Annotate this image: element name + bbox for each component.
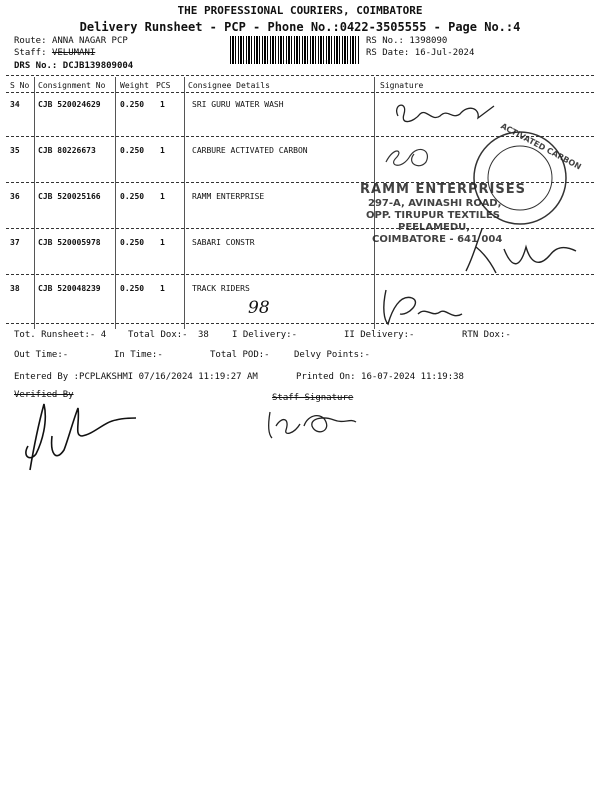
table-top-rule xyxy=(6,75,594,76)
staff-label: Staff: xyxy=(14,48,47,58)
row-weight: 0.250 xyxy=(120,238,145,247)
col-divider xyxy=(184,77,185,329)
col-divider xyxy=(115,77,116,329)
runsheet-subtitle: Delivery Runsheet - PCP - Phone No.:0422-3505555 - Page No.:4 xyxy=(79,20,521,34)
rs-date-field xyxy=(366,48,474,58)
col-divider xyxy=(34,77,35,329)
total-dox-value: 38 xyxy=(198,330,209,340)
stamp-line-1: RAMM ENTERPRISES xyxy=(360,182,526,197)
row-consignee: TRACK RIDERS xyxy=(192,284,250,293)
route-label: Route: xyxy=(14,36,47,46)
drs-value: DCJB139809004 xyxy=(62,61,134,71)
in-time: In Time:- xyxy=(114,350,163,360)
row-pcs: 1 xyxy=(160,238,165,247)
row-consignee: CARBURE ACTIVATED CARBON xyxy=(192,146,308,155)
col-header-sno: S No xyxy=(10,81,30,90)
route-value: ANNA NAGAR PCP xyxy=(51,36,128,46)
table-bottom-rule xyxy=(6,323,594,324)
col-header-signature: Signature xyxy=(380,81,424,90)
row-sno: 38 xyxy=(10,284,20,293)
total-pod: Total POD:- xyxy=(210,350,270,360)
col-header-consignment: Consignment No xyxy=(38,81,106,90)
row-consignment: CJB 80226673 xyxy=(38,146,96,155)
rs-no-value: 1398090 xyxy=(409,36,448,46)
table-header-rule xyxy=(6,92,594,93)
rs-no-label: RS No.: xyxy=(366,36,404,46)
row-sno: 35 xyxy=(10,146,20,155)
row-sno: 36 xyxy=(10,192,20,201)
drs-field xyxy=(14,61,133,71)
delvy-points: Delvy Points:- xyxy=(294,350,370,360)
row-sno: 34 xyxy=(10,100,20,109)
rs-no-field xyxy=(366,36,447,46)
out-time: Out Time:- xyxy=(14,350,69,360)
row-consignee: RAMM ENTERPRISE xyxy=(192,192,265,201)
stamp-line-5: COIMBATORE - 641 004 xyxy=(372,234,503,245)
staff-signature-icon xyxy=(264,404,364,444)
staff-value: VELUMANI xyxy=(51,48,96,58)
staff-signature-label: Staff Signature xyxy=(272,393,354,403)
total-runsheet: Tot. Runsheet:- 4 xyxy=(14,330,107,340)
company-title: THE PROFESSIONAL COURIERS, COIMBATORE xyxy=(177,4,423,17)
row-consignment: CJB 520048239 xyxy=(38,284,101,293)
round-seal-text: ACTIVATED CARBON xyxy=(499,121,583,172)
row-pcs: 1 xyxy=(160,100,165,109)
row-weight: 0.250 xyxy=(120,284,145,293)
signature-35-icon xyxy=(380,142,440,172)
row-pcs: 1 xyxy=(160,284,165,293)
signature-38-icon xyxy=(378,284,468,329)
stamp-line-2: 297-A, AVINASHI ROAD, xyxy=(368,198,502,209)
total-dox-label: Total Dox:- xyxy=(128,330,188,340)
drs-label: DRS No.: xyxy=(14,61,58,71)
row-weight: 0.250 xyxy=(120,100,145,109)
i-delivery: I Delivery:- xyxy=(232,330,298,340)
row-pcs: 1 xyxy=(160,192,165,201)
printed-on: Printed On: 16-07-2024 11:19:38 xyxy=(296,372,464,382)
rtn-dox: RTN Dox:- xyxy=(462,330,511,340)
route-field xyxy=(14,36,128,46)
stamp-line-4: PEELAMEDU, xyxy=(398,222,471,233)
col-header-pcs: PCS xyxy=(156,81,171,90)
row-weight: 0.250 xyxy=(120,192,145,201)
row-consignee: SABARI CONSTR xyxy=(192,238,255,247)
rs-date-label: RS Date: xyxy=(366,48,410,58)
row-pcs: 1 xyxy=(160,146,165,155)
row-consignment: CJB 520024629 xyxy=(38,100,101,109)
verified-signature-icon xyxy=(8,396,138,476)
row-consignment: CJB 520025166 xyxy=(38,192,101,201)
verified-by-label: Verified By xyxy=(14,390,74,400)
row-weight: 0.250 xyxy=(120,146,145,155)
col-header-weight: Weight xyxy=(120,81,149,90)
row-consignee: SRI GURU WATER WASH xyxy=(192,100,284,109)
row-consignment: CJB 520005978 xyxy=(38,238,101,247)
ii-delivery: II Delivery:- xyxy=(344,330,415,340)
handwritten-note: 98 xyxy=(248,298,270,318)
entered-by: Entered By :PCPLAKSHMI 07/16/2024 11:19:27 AM xyxy=(14,372,258,382)
row-sno: 37 xyxy=(10,238,20,247)
rs-date-value: 16-Jul-2024 xyxy=(414,48,475,58)
stamp-line-3: OPP. TIRUPUR TEXTILES xyxy=(366,210,500,221)
staff-field xyxy=(14,48,95,58)
barcode xyxy=(230,36,360,64)
col-header-consignee: Consignee Details xyxy=(188,81,270,90)
